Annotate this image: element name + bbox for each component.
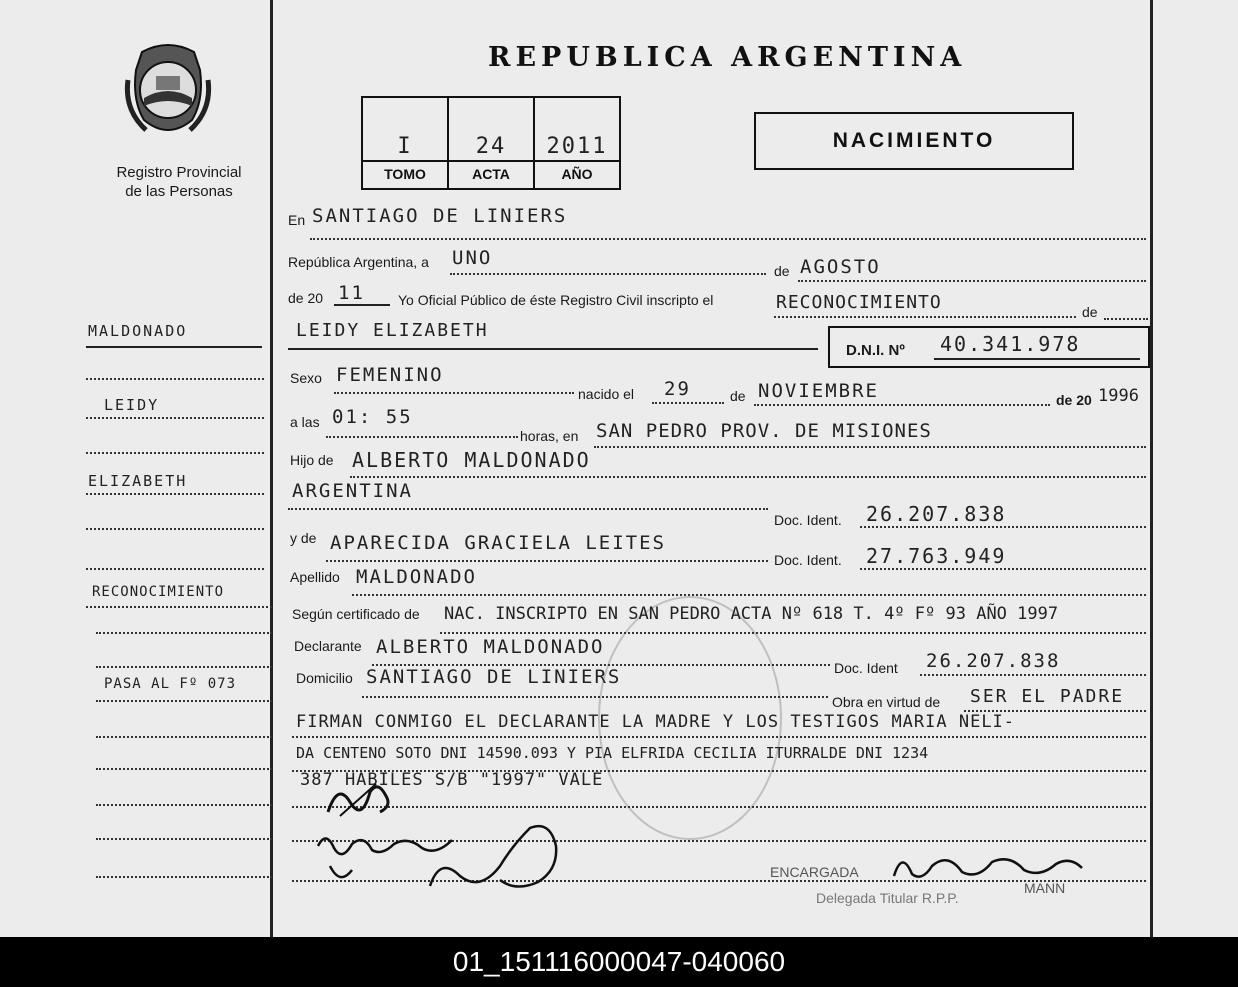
de-line-2 — [1104, 318, 1148, 320]
apellido-line — [352, 594, 1146, 596]
margin-line — [96, 632, 272, 634]
birth-year-label: de 20 — [1056, 392, 1092, 408]
name-value: LEIDY ELIZABETH — [296, 320, 489, 341]
declarant-signature-icon — [320, 772, 400, 822]
mother-doc-line — [860, 568, 1146, 570]
tomo-value: I — [397, 134, 413, 159]
country-title: REPUBLICA ARGENTINA — [488, 42, 967, 73]
anio-value: 2011 — [546, 134, 608, 159]
birth-time-value: 01: 55 — [332, 406, 413, 428]
year-value: 11 — [338, 282, 365, 304]
en-line — [310, 238, 1146, 240]
yde-label: y de — [290, 530, 317, 546]
notes-line-3: 387 HABILES S/B "1997" VALE — [300, 770, 604, 790]
dni-value: 40.341.978 — [940, 332, 1081, 356]
margin-line — [86, 378, 264, 380]
margin-line — [86, 606, 272, 608]
name-line — [288, 348, 818, 350]
margin-note-surname: MALDONADO — [88, 322, 188, 340]
nacido-label: nacido el — [578, 386, 635, 402]
father-doc-value: 26.207.838 — [866, 502, 1007, 526]
year-label: de 20 — [288, 290, 324, 306]
apellido-label: Apellido — [290, 569, 340, 585]
dni-label: D.N.I. Nº — [846, 342, 905, 359]
anio-cell — [535, 98, 619, 188]
registry-name — [104, 163, 254, 201]
nationality-line — [288, 508, 768, 510]
margin-line — [86, 493, 264, 495]
day-value: UNO — [452, 247, 493, 269]
domicilio-value: SANTIAGO DE LINIERS — [366, 666, 622, 688]
month-line — [798, 280, 1146, 282]
obra-value: SER EL PADRE — [970, 686, 1125, 707]
notes-line-1: FIRMAN CONMIGO EL DECLARANTE LA MADRE Y LOS TESTIGOS MARIA NELI- — [296, 712, 1016, 732]
tomo-cell — [363, 98, 449, 188]
official-role-stamp: Delegada Titular R.P.P. — [816, 890, 959, 906]
sexo-line — [334, 392, 574, 394]
margin-line — [86, 528, 264, 530]
mother-name-value: APARECIDA GRACIELA LEITES — [330, 532, 666, 554]
registry-line-1: Registro Provincial — [116, 164, 242, 181]
official-title-stamp: ENCARGADA — [770, 864, 859, 880]
de-label-3: de — [730, 388, 746, 404]
provincial-seal-icon — [122, 40, 214, 140]
year-line — [334, 304, 390, 306]
tomo-header: TOMO — [363, 160, 447, 188]
declarante-doc-line — [920, 674, 1146, 676]
de-label: de — [774, 263, 790, 279]
declarante-doc-value: 26.207.838 — [926, 650, 1061, 672]
margin-line — [86, 417, 264, 419]
father-line — [350, 476, 1146, 478]
doc-label-2: Doc. Ident. — [774, 552, 842, 568]
record-type-box — [754, 112, 1074, 170]
margin-line — [96, 838, 272, 840]
en-value: SANTIAGO DE LINIERS — [312, 205, 568, 227]
month-value: AGOSTO — [800, 256, 881, 278]
margin-line — [86, 452, 264, 454]
inscription-line — [774, 316, 1076, 318]
anio-header: AÑO — [535, 160, 619, 188]
document-id-footer — [0, 937, 1238, 987]
birth-day-line — [652, 402, 724, 404]
margin-line — [96, 700, 272, 702]
sexo-value: FEMENINO — [336, 364, 444, 386]
birth-place-value: SAN PEDRO PROV. DE MISIONES — [596, 420, 932, 442]
birth-month-value: NOVIEMBRE — [758, 380, 879, 402]
segun-label: Según certificado de — [292, 606, 420, 622]
margin-line — [86, 346, 262, 348]
domicilio-label: Domicilio — [296, 670, 353, 686]
mother-line — [326, 560, 768, 562]
de-label-2: de — [1082, 304, 1098, 320]
acta-header: ACTA — [449, 160, 533, 188]
birth-year-value: 1996 — [1098, 386, 1139, 406]
dni-box — [828, 326, 1150, 368]
margin-note-middlename: ELIZABETH — [88, 472, 188, 490]
margin-note-recognition: RECONOCIMIENTO — [92, 584, 225, 600]
horas-label: horas, en — [520, 428, 579, 444]
father-nationality-value: ARGENTINA — [292, 480, 413, 502]
apellido-value: MALDONADO — [356, 566, 477, 588]
sexo-label: Sexo — [290, 370, 322, 386]
oficial-text: Yo Oficial Público de éste Registro Civil inscripto el — [398, 292, 714, 308]
certificate-line — [440, 632, 1146, 634]
place-line — [594, 446, 1146, 448]
hijo-label: Hijo de — [290, 452, 334, 468]
margin-note-firstname: LEIDY — [104, 396, 160, 414]
acta-cell — [449, 98, 535, 188]
declarante-label: Declarante — [294, 638, 362, 654]
birth-day-value: 29 — [664, 378, 691, 400]
witness-signature-icon — [420, 816, 570, 896]
mother-doc-value: 27.763.949 — [866, 544, 1007, 568]
margin-line — [96, 736, 272, 738]
day-line — [450, 273, 766, 275]
certificate-value: NAC. INSCRIPTO EN SAN PEDRO ACTA Nº 618 T. 4º Fº 93 AÑO 1997 — [444, 604, 1059, 624]
obra-label: Obra en virtud de — [832, 694, 941, 710]
document-id: 01_151116000047-040060 — [452, 946, 786, 977]
reference-table — [361, 96, 621, 190]
dni-line — [934, 358, 1140, 360]
alas-label: a las — [290, 414, 320, 430]
birth-month-line — [754, 404, 1050, 406]
en-label: En — [288, 212, 306, 228]
time-line — [326, 436, 518, 438]
margin-line — [96, 804, 272, 806]
doc-label-3: Doc. Ident — [834, 660, 898, 676]
margin-note-transfer: PASA AL Fº 073 — [104, 676, 237, 692]
acta-value: 24 — [475, 134, 507, 159]
official-name-stamp: MANN — [1024, 880, 1066, 896]
left-frame-line — [270, 0, 273, 937]
margin-line — [86, 568, 264, 570]
margin-line — [96, 768, 272, 770]
circular-stamp — [598, 596, 782, 840]
doc-label: Doc. Ident. — [774, 512, 842, 528]
father-name-value: ALBERTO MALDONADO — [352, 448, 591, 472]
margin-line — [96, 876, 272, 878]
father-doc-line — [860, 526, 1146, 528]
republica-label: República Argentina, a — [288, 254, 429, 270]
right-frame-line — [1150, 0, 1153, 937]
notes-line-2: DA CENTENO SOTO DNI 14590.093 Y PIA ELFRIDA CECILIA ITURRALDE DNI 1234 — [296, 744, 929, 762]
registry-line-2: de las Personas — [125, 183, 233, 200]
margin-line — [96, 666, 272, 668]
record-type-label: NACIMIENTO — [832, 129, 996, 152]
inscription-value: RECONOCIMIENTO — [776, 292, 942, 313]
declarante-value: ALBERTO MALDONADO — [376, 636, 605, 658]
